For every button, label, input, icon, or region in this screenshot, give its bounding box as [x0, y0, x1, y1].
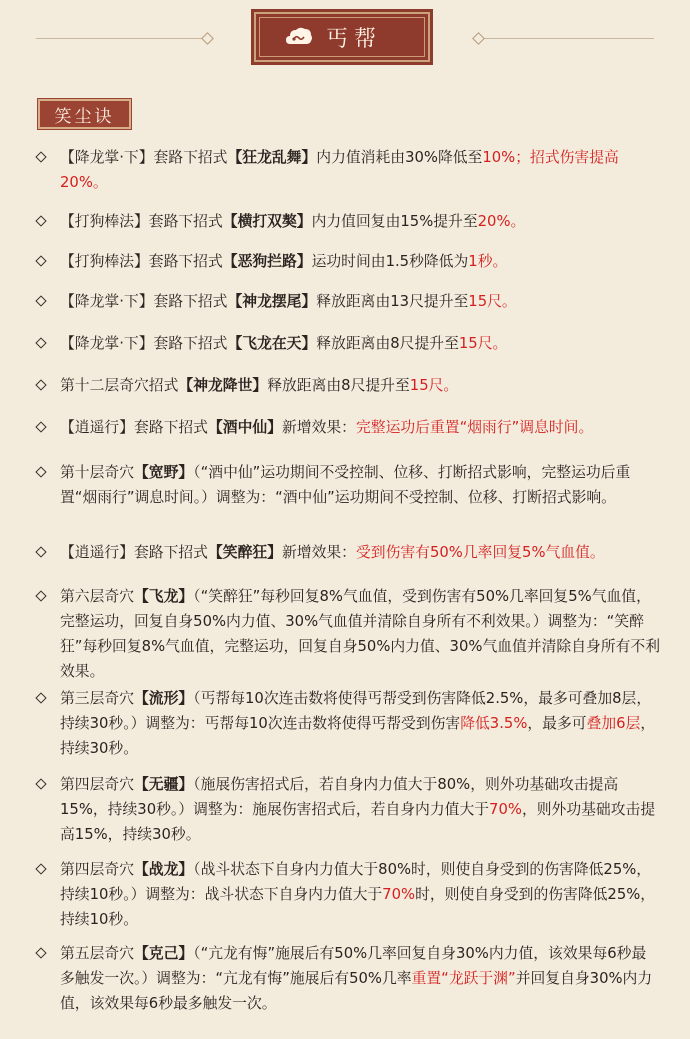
text-segment: ，则外功基础攻击提高15%，持续30秒。	[60, 801, 656, 843]
item-text	[60, 460, 660, 510]
highlight-text: 15尺。	[468, 293, 517, 310]
item-text	[60, 772, 660, 847]
skill-name: 【克己】	[134, 945, 194, 962]
text-segment: 内力值回复由15%提升至	[311, 213, 478, 230]
skill-name: 【流形】	[134, 690, 194, 707]
skill-name: 【神龙降世】	[178, 377, 268, 394]
bullet-icon	[35, 379, 46, 390]
skill-name: 【横打双獒】	[222, 213, 312, 230]
skill-name: 【狂龙乱舞】	[227, 149, 317, 166]
text-segment: （丐帮每10次连击数将使得丐帮受到伤害降低2.5%，最多可叠加8层，持续30秒。）调整为：丐帮每10次连击数将使得丐帮受到伤害	[60, 690, 652, 732]
item-text	[60, 249, 660, 274]
bullet-icon	[35, 215, 46, 226]
highlight-text: 叠加6层	[586, 715, 641, 732]
text-segment: 【逍遥行】套路下招式	[60, 544, 208, 561]
header-divider-left	[36, 38, 206, 39]
text-segment: 时，则使自身受到的伤害降低25%，持续10秒。	[60, 886, 656, 928]
item-text	[60, 857, 660, 932]
highlight-text: 15尺。	[458, 335, 508, 352]
skill-name: 【战龙】	[134, 861, 194, 878]
bullet-icon	[35, 947, 46, 958]
bullet-icon	[35, 546, 46, 557]
text-segment: 【逍遥行】套路下招式	[60, 419, 208, 436]
skill-name: 【恶狗拦路】	[222, 253, 312, 270]
text-segment: 新增效果：	[281, 544, 356, 561]
highlight-text: 1秒。	[468, 253, 508, 270]
skill-name: 【笑醉狂】	[207, 544, 282, 561]
bullet-icon	[35, 255, 46, 266]
item-text	[60, 209, 660, 234]
highlight-text: 70%	[382, 886, 416, 903]
text-segment: （施展伤害招式后，若自身内力值大于80%，则外功基础攻击提高15%，持续30秒。）调整为：施展伤害招式后，若自身内力值大于	[60, 776, 619, 818]
text-segment: 内力值消耗由30%降低至	[316, 149, 483, 166]
text-segment: 第六层奇穴	[60, 588, 134, 605]
skill-name: 【飞龙】	[134, 588, 194, 605]
item-text	[60, 331, 660, 356]
text-segment: 【降龙掌·下】套路下招式	[60, 335, 228, 352]
highlight-text: 20%。	[477, 213, 526, 230]
text-segment: 运功时间由1.5秒降低为	[311, 253, 469, 270]
text-segment: （“酒中仙”运功期间不受控制、位移、打断招式影响，完整运功后重置“烟雨行”调息时间。）调整为：“酒中仙”运功期间不受控制、位移、打断招式影响。	[60, 464, 631, 506]
skill-name: 【宽野】	[134, 464, 194, 481]
bullet-icon	[35, 778, 46, 789]
item-text	[60, 415, 660, 440]
bullet-icon	[35, 337, 46, 348]
text-segment: ，最多可	[527, 715, 587, 732]
text-segment: 第五层奇穴	[60, 945, 134, 962]
divider-diamond-left	[201, 32, 214, 45]
text-segment: ，持续30秒。	[60, 715, 656, 757]
text-segment: 第四层奇穴	[60, 861, 134, 878]
text-segment: 第四层奇穴	[60, 776, 134, 793]
item-text	[60, 540, 660, 565]
text-segment: 释放距离由8尺提升至	[267, 377, 410, 394]
skill-name: 【神龙摆尾】	[227, 293, 317, 310]
bullet-icon	[35, 295, 46, 306]
divider-diamond-right	[472, 32, 485, 45]
text-segment: （战斗状态下自身内力值大于80%时，则使自身受到的伤害降低25%，持续10秒。）调整为：战斗状态下自身内力值大于	[60, 861, 652, 903]
text-segment: 新增效果：	[281, 419, 356, 436]
text-segment: 第三层奇穴	[60, 690, 134, 707]
highlight-text: 70%	[489, 801, 522, 818]
item-text	[60, 584, 660, 684]
item-text	[60, 289, 660, 314]
bullet-icon	[35, 421, 46, 432]
skill-name: 【无疆】	[134, 776, 194, 793]
text-segment: 释放距离由8尺提升至	[316, 335, 459, 352]
text-segment: 并回复自身30%内力值，该效果每6秒最多触发一次。	[60, 970, 653, 1012]
bullet-icon	[35, 692, 46, 703]
page-header	[0, 0, 690, 80]
text-segment: （“笑醉狂”每秒回复8%气血值，受到伤害有50%几率回复5%气血值，完整运功，回复自身50%内力值、30%气血值并清除自身所有不利效果。）调整为：“笑醉狂”每秒回复8%气血值，完整运功，回复自身50%内力值、30%气血值并清除自身所有不利效果。	[60, 588, 661, 680]
highlight-text: 重置“龙跃于渊”	[411, 970, 516, 987]
highlight-text: 15尺。	[409, 377, 459, 394]
header-divider-right	[484, 38, 654, 39]
item-text	[60, 941, 660, 1016]
section-tag: 笑尘诀	[38, 99, 131, 129]
title-banner	[254, 12, 430, 62]
page-title: 丐帮	[325, 26, 382, 52]
text-segment: 第十二层奇穴招式	[60, 377, 179, 394]
text-segment: 【打狗棒法】套路下招式	[60, 253, 223, 270]
bullet-icon	[35, 863, 46, 874]
item-text	[60, 686, 660, 761]
skill-name: 【飞龙在天】	[227, 335, 317, 352]
cloud-icon	[284, 24, 314, 50]
highlight-text: 降低3.5%	[460, 715, 528, 732]
text-segment: 【降龙掌·下】套路下招式	[60, 293, 228, 310]
text-segment: 【打狗棒法】套路下招式	[60, 213, 223, 230]
bullet-icon	[35, 466, 46, 477]
bullet-icon	[35, 151, 46, 162]
bullet-icon	[35, 590, 46, 601]
item-text	[60, 373, 660, 398]
highlight-text: 10%；招式伤害提高20%。	[60, 149, 619, 191]
highlight-text: 完整运功后重置“烟雨行”调息时间。	[355, 419, 594, 436]
highlight-text: 受到伤害有50%几率回复5%气血值。	[355, 544, 605, 561]
text-segment: 【降龙掌·下】套路下招式	[60, 149, 228, 166]
text-segment: 释放距离由13尺提升至	[316, 293, 469, 310]
text-segment: （“亢龙有悔”施展后有50%几率回复自身30%内力值，该效果每6秒最多触发一次。）调整为：“亢龙有悔”施展后有50%几率	[60, 945, 647, 987]
item-text	[60, 145, 660, 195]
text-segment: 第十层奇穴	[60, 464, 134, 481]
skill-name: 【酒中仙】	[207, 419, 282, 436]
